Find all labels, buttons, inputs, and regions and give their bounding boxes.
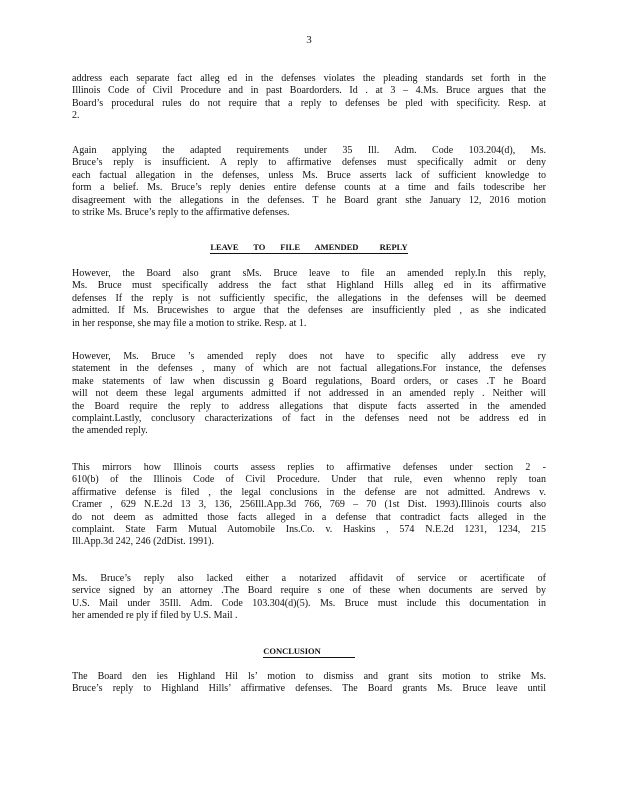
text-line: the Board require the reply to address allegations that dispute facts asserted in the amended bbox=[72, 400, 546, 412]
heading-text: LEAVE TO FILE AMENDED REPLY bbox=[210, 242, 408, 252]
text-line: her amended re ply if filed by U.S. Mail . bbox=[72, 610, 238, 622]
text-line: service signed by an attorney .The Board require s one of these when documents are served by bbox=[72, 585, 546, 597]
paragraph-5 bbox=[72, 462, 546, 549]
text-line: each factual allegation in the defenses, unless Ms. Bruce asserts lack of sufficient knowledge to bbox=[72, 169, 546, 181]
text-line: However, the Board also grant sMs. Bruce leave to file an amended reply.In this reply, bbox=[72, 268, 546, 279]
text-line: This mirrors how Illinois courts assess replies to affirmative defenses under section 2 - bbox=[72, 462, 546, 473]
text-line: statement in the defenses , many of which are not factual allegations.For instance, the defenses bbox=[72, 363, 546, 375]
text-line: disagreement with the allegations in the defenses. T he Board grant sthe January 12, 2016 motion bbox=[72, 194, 546, 206]
text-line: 2. bbox=[72, 110, 80, 122]
text-line: defenses If the reply is not sufficiently specific, the allegations in the defenses will be deemed bbox=[72, 292, 546, 304]
text-line: U.S. Mail under 35Ill. Adm. Code 103.304(d)(5). Ms. Bruce must include this documentation in bbox=[72, 597, 546, 609]
text-line: Ill.App.3d 242, 246 (2dDist. 1991). bbox=[72, 536, 214, 548]
text-line: Illinois Code of Civil Procedure and in past Boardorders. Id . at 3 – 4.Ms. Bruce argues that the bbox=[72, 85, 546, 97]
text-line: will not deem these legal arguments admitted if not addressed in an amended reply . Neither will bbox=[72, 388, 546, 400]
text-line: The Board den ies Highland Hil ls’ motion to dismiss and grant sits motion to strike Ms. bbox=[72, 671, 546, 682]
text-line: complaint.Lastly, conclusory characterizations of fact in the defenses need not be address ed in bbox=[72, 413, 546, 425]
paragraph-6 bbox=[72, 573, 546, 623]
paragraph-1 bbox=[72, 73, 546, 123]
text-line: Ms. Bruce’s reply also lacked either a notarized affidavit of service or acertificate of bbox=[72, 573, 546, 584]
text-line: Board’s procedural rules do not require that a reply to defenses be pled with specificity. Resp. at bbox=[72, 97, 546, 109]
text-line: make statements of law when discussin g Board regulations, Board orders, or cases .T he Board bbox=[72, 375, 546, 387]
text-line: admitted. If Ms. Brucewishes to argue that the defenses are insufficiently pled , as she indicated bbox=[72, 305, 546, 317]
text-line: address each separate fact alleg ed in the defenses violates the pleading standards set forth in the bbox=[72, 73, 546, 84]
paragraph-7 bbox=[72, 671, 546, 696]
text-line: form a belief. Ms. Bruce’s reply denies entire defense counts at a time and fails todescribe her bbox=[72, 182, 546, 194]
text-line: Again applying the adapted requirements under 35 Ill. Adm. Code 103.204(d), Ms. bbox=[72, 145, 546, 156]
text-line: the amended reply. bbox=[72, 425, 148, 437]
text-line: Bruce’s reply to Highland Hills’ affirmative defenses. The Board grants Ms. Bruce leave until bbox=[72, 683, 546, 695]
heading-leave-to-file bbox=[0, 242, 618, 254]
paragraph-2 bbox=[72, 145, 546, 219]
text-line: in her response, she may file a motion to strike. Resp. at 1. bbox=[72, 317, 307, 329]
text-line: complaint. State Farm Mutual Automobile Ins.Co. v. Haskins , 574 N.E.2d 1231, 1234, 215 bbox=[72, 524, 546, 536]
text-line: However, Ms. Bruce ’s amended reply does not have to specific ally address eve ry bbox=[72, 351, 546, 362]
text-line: Bruce’s reply is insufficient. A reply to affirmative defenses must specifically admit or deny bbox=[72, 157, 546, 169]
page-number: 3 bbox=[306, 34, 312, 46]
paragraph-4 bbox=[72, 351, 546, 438]
text-line: affirmative defense is filed , the legal conclusions in the defense are not admitted. Andrews v. bbox=[72, 486, 546, 498]
text-line: Cramer , 629 N.E.2d 13 3, 136, 256Ill.App.3d 766, 769 – 70 (1st Dist. 1993).Illinois courts also bbox=[72, 499, 546, 511]
heading-conclusion bbox=[0, 646, 618, 658]
text-line: 610(b) of the Illinois Code of Civil Procedure. Under that rule, even whenno reply toan bbox=[72, 474, 546, 486]
text-line: do not deem as admitted those facts alleged in a defense that contradict facts alleged in the bbox=[72, 511, 546, 523]
text-line: Ms. Bruce must specifically address the fact sthat Highland Hills alleg ed in its affirmative bbox=[72, 280, 546, 292]
paragraph-3 bbox=[72, 268, 546, 330]
text-line: to strike Ms. Bruce’s reply to the affirmative defenses. bbox=[72, 207, 290, 219]
heading-text: CONCLUSION bbox=[263, 646, 355, 658]
